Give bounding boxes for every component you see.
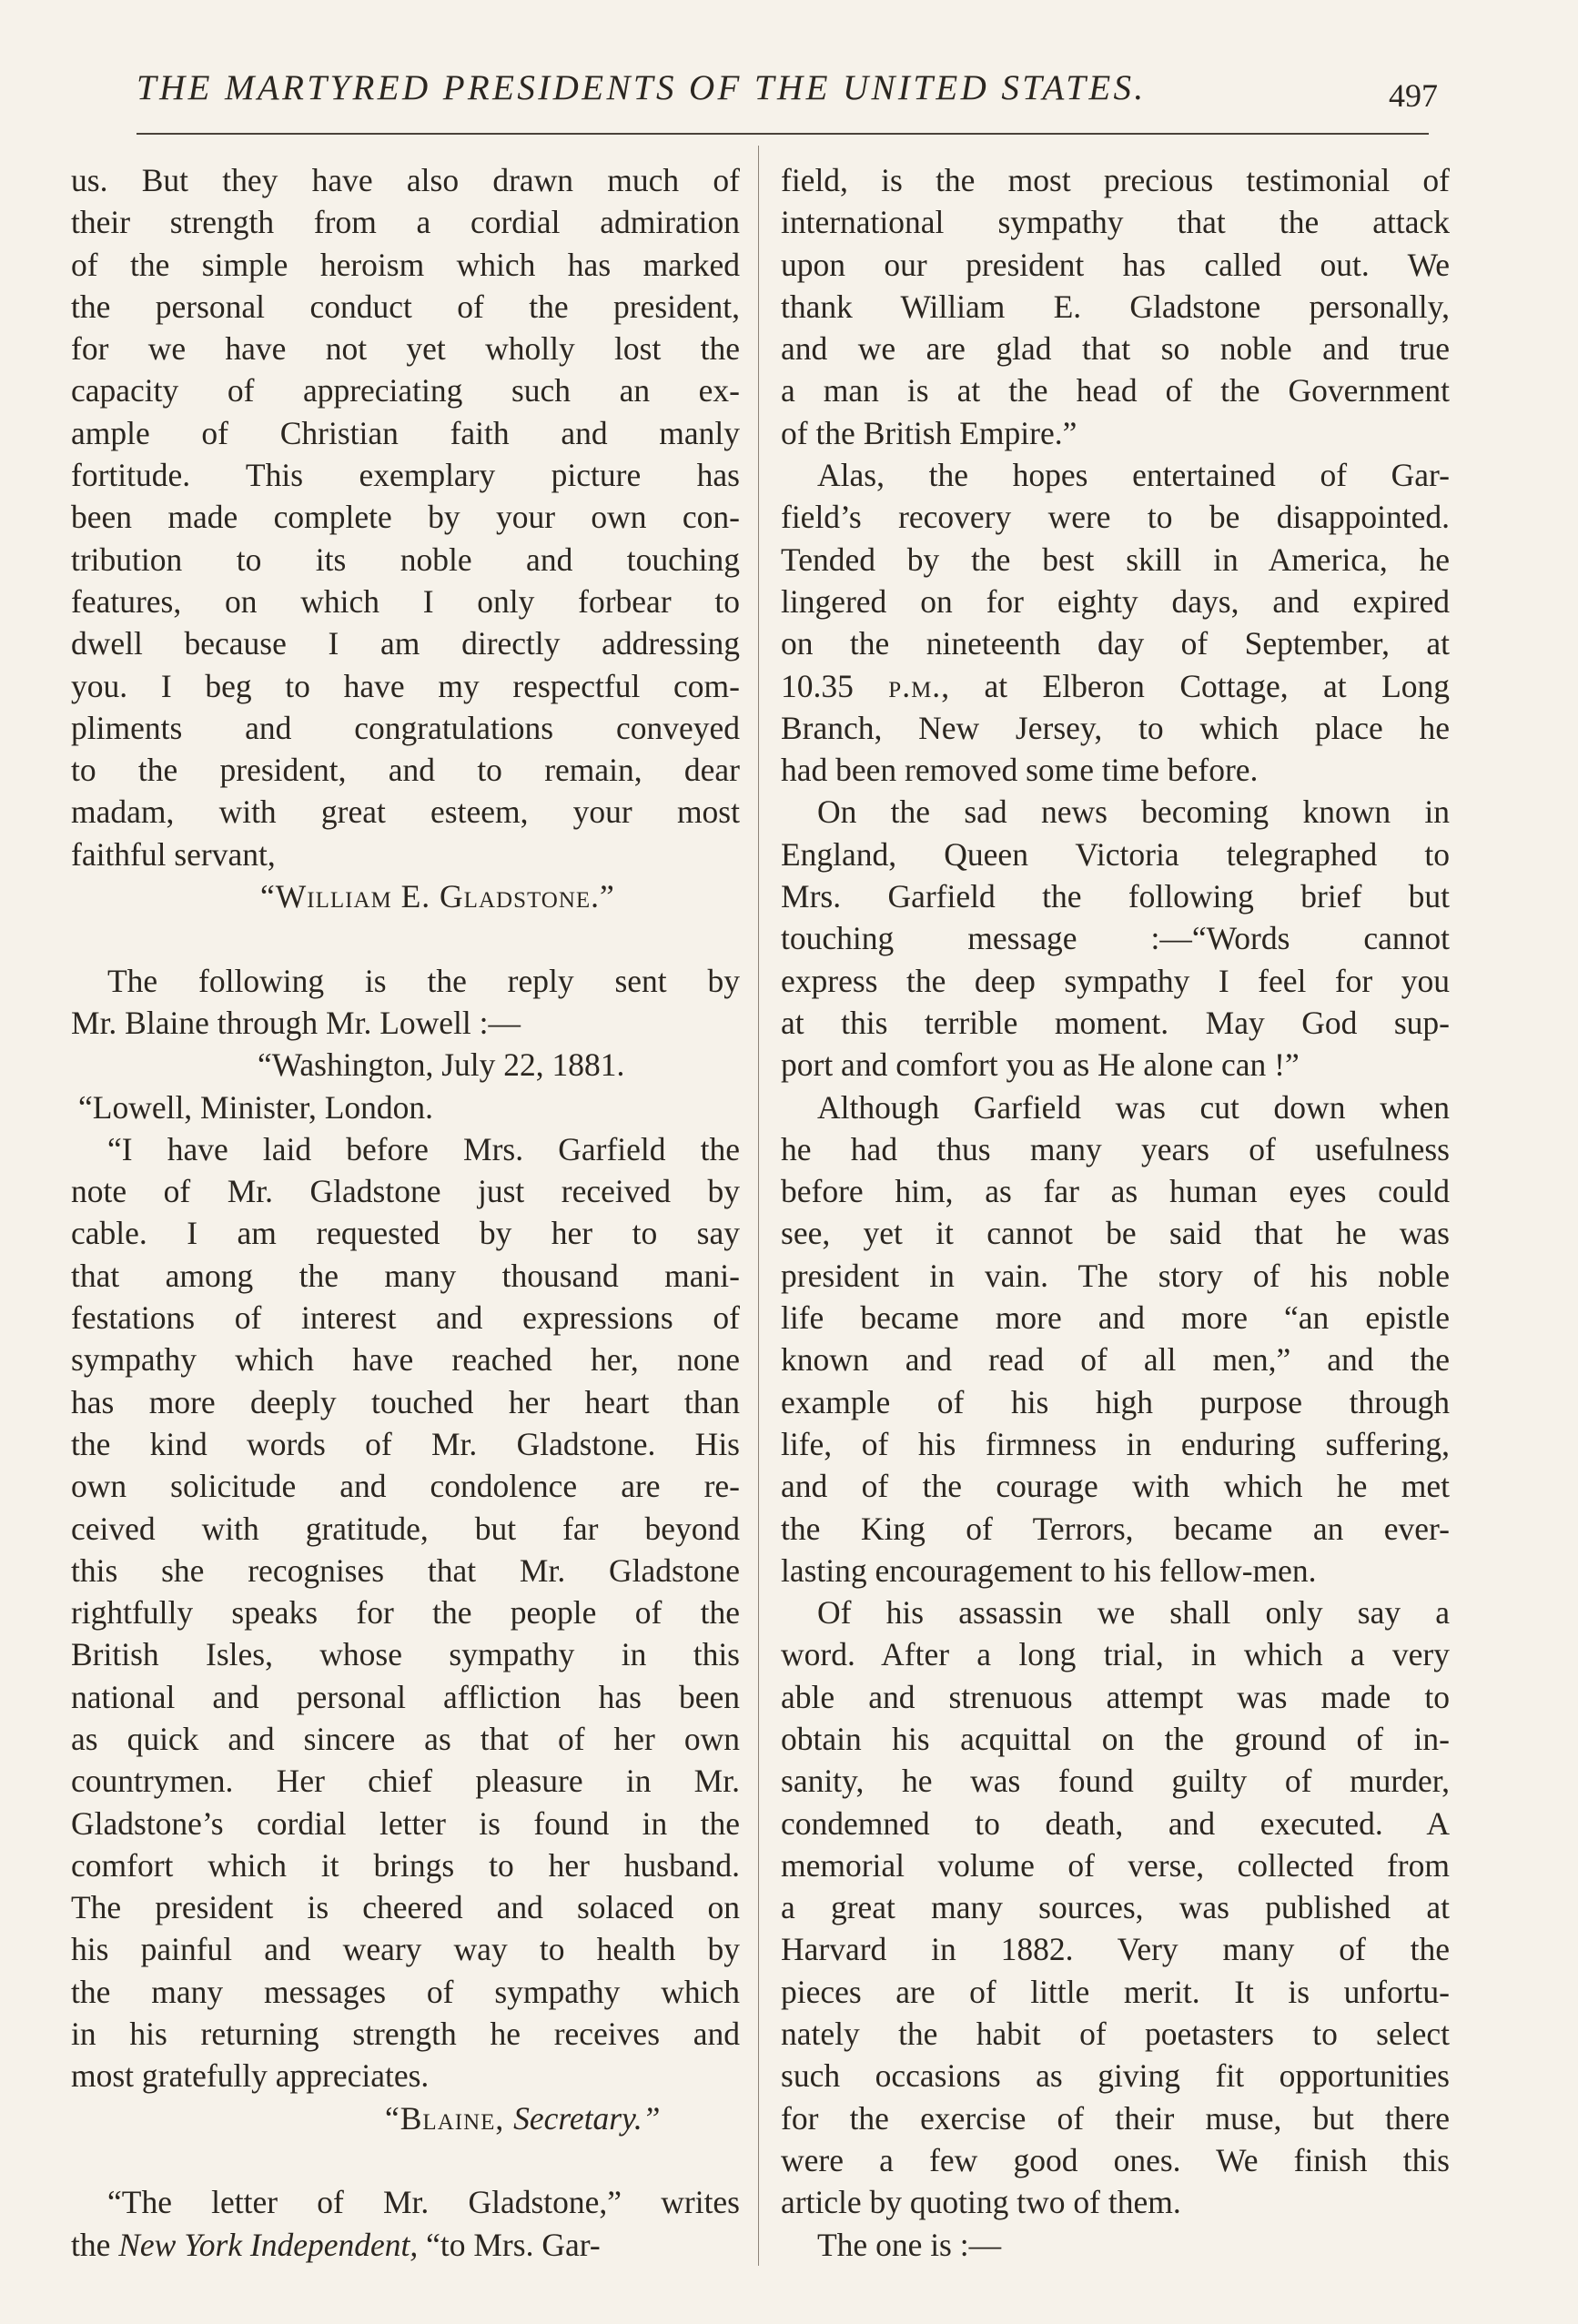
text-line: note of Mr. Gladstone just received by bbox=[71, 1173, 740, 1210]
text-line bbox=[71, 2224, 740, 2266]
text-line: British Isles, whose sympathy in this bbox=[71, 1636, 740, 1673]
text-line: most gratefully appreciates. bbox=[71, 2057, 430, 2095]
text-line: for we have not yet wholly lost the bbox=[71, 330, 740, 368]
text-line: obtain his acquittal on the ground of in- bbox=[781, 1720, 1450, 1757]
text-line: rightfully speaks for the people of the bbox=[71, 1594, 740, 1632]
text-line: ceived with gratitude, but far beyond bbox=[71, 1510, 740, 1547]
text-line: comfort which it brings to her husband. bbox=[71, 1846, 740, 1884]
blank-line bbox=[71, 917, 740, 959]
text-line: at this terrible moment. May God sup- bbox=[781, 1004, 1450, 1041]
text-fragment: , at Elberon Cottage, at Long bbox=[941, 667, 1451, 704]
text-line: see, yet it cannot be said that he was bbox=[781, 1215, 1450, 1252]
text-line: ample of Christian faith and manly bbox=[71, 414, 740, 451]
text-fragment: “to Mrs. Gar- bbox=[418, 2226, 601, 2263]
text-line: national and personal affliction has been bbox=[71, 1678, 740, 1715]
text-line: been made complete by your own con- bbox=[71, 499, 740, 536]
text-line: such occasions as giving fit opportunities bbox=[781, 2057, 1450, 2095]
text-line: express the deep sympathy I feel for you bbox=[781, 962, 1450, 999]
text-fragment: the bbox=[71, 2226, 119, 2263]
text-line: president in vain. The story of his noble bbox=[781, 1257, 1450, 1294]
text-line: faithful servant, bbox=[71, 835, 276, 873]
text-line: this she recognises that Mr. Gladstone bbox=[71, 1551, 740, 1589]
signature-name: “Blaine, bbox=[385, 2099, 514, 2137]
text-line: us. But they have also drawn much of bbox=[71, 162, 740, 198]
text-line: thank William E. Gladstone personally, bbox=[781, 288, 1450, 325]
text-line: the King of Terrors, became an ever- bbox=[781, 1510, 1450, 1547]
text-line: madam, with great esteem, your most bbox=[71, 793, 740, 831]
text-line: the kind words of Mr. Gladstone. His bbox=[71, 1425, 740, 1462]
text-line: Mrs. Garfield the following brief but bbox=[781, 878, 1450, 915]
letter-addressee: “Lowell, Minister, London. bbox=[78, 1088, 433, 1126]
text-line: Branch, New Jersey, to which place he bbox=[781, 709, 1450, 746]
column-divider bbox=[758, 146, 759, 2266]
text-line: port and comfort you as He alone can !” bbox=[781, 1046, 1300, 1084]
text-line: pliments and congratulations conveyed bbox=[71, 709, 740, 746]
text-line: of the British Empire.” bbox=[781, 414, 1077, 451]
text-line: The one is :— bbox=[817, 2226, 1002, 2263]
text-line: England, Queen Victoria telegraphed to bbox=[781, 835, 1450, 873]
blank-line bbox=[71, 2139, 740, 2181]
text-line: lasting encouragement to his fellow-men. bbox=[781, 1551, 1317, 1589]
letter-dateline: “Washington, July 22, 1881. bbox=[258, 1046, 625, 1084]
text-line: Tended by the best skill in America, he bbox=[781, 541, 1450, 578]
text-line: sanity, he was found guilty of murder, bbox=[781, 1763, 1450, 1800]
text-line: able and strenuous attempt was made to bbox=[781, 1678, 1450, 1715]
page-number: 497 bbox=[1389, 77, 1438, 114]
text-line: of the simple heroism which has marked bbox=[71, 246, 740, 283]
time-suffix: p.m. bbox=[888, 667, 942, 704]
text-line: lingered on for eighty days, and expired bbox=[781, 582, 1450, 620]
text-line: features, on which I only forbear to bbox=[71, 582, 740, 620]
text-line: article by quoting two of them. bbox=[781, 2184, 1181, 2221]
text-line: Of his assassin we shall only say a bbox=[817, 1594, 1450, 1632]
text-line: to the president, and to remain, dear bbox=[71, 752, 740, 789]
text-line: field, is the most precious testimonial of bbox=[781, 162, 1450, 198]
running-head: THE MARTYRED PRESIDENTS OF THE UNITED STATES. bbox=[137, 68, 1147, 107]
text-line: his painful and weary way to health by bbox=[71, 1931, 740, 1968]
text-line: pieces are of little merit. It is unfortu- bbox=[781, 1973, 1450, 2010]
text-line: sympathy which have reached her, none bbox=[71, 1341, 740, 1379]
text-line: their strength from a cordial admiration bbox=[71, 204, 740, 241]
text-line: were a few good ones. We finish this bbox=[781, 2141, 1450, 2178]
text-line: On the sad news becoming known in bbox=[817, 793, 1450, 831]
text-line: on the nineteenth day of September, at bbox=[781, 625, 1450, 662]
text-line: tribution to its noble and touching bbox=[71, 541, 740, 578]
text-line: Alas, the hopes entertained of Gar- bbox=[817, 457, 1450, 494]
text-line: that among the many thousand mani- bbox=[71, 1257, 740, 1294]
text-line bbox=[781, 665, 1450, 707]
text-line: you. I beg to have my respectful com- bbox=[71, 667, 740, 704]
text-line: condemned to death, and executed. A bbox=[781, 1804, 1450, 1842]
text-line: dwell because I am directly addressing bbox=[71, 625, 740, 662]
text-line: upon our president has called out. We bbox=[781, 246, 1450, 283]
text-line: in his returning strength he receives and bbox=[71, 2016, 740, 2053]
text-line: own solicitude and condolence are re- bbox=[71, 1468, 740, 1505]
text-line: touching message :—“Words cannot bbox=[781, 920, 1450, 957]
text-line: international sympathy that the attack bbox=[781, 204, 1450, 241]
text-line: example of his high purpose through bbox=[781, 1383, 1450, 1420]
text-line: has more deeply touched her heart than bbox=[71, 1383, 740, 1420]
text-line: Harvard in 1882. Very many of the bbox=[781, 1931, 1450, 1968]
text-line: memorial volume of verse, collected from bbox=[781, 1846, 1450, 1884]
gladstone-signature: “William E. Gladstone.” bbox=[260, 878, 615, 915]
text-line: The following is the reply sent by bbox=[107, 962, 740, 999]
text-line: nately the habit of poetasters to select bbox=[781, 2016, 1450, 2053]
time-value: 10.35 bbox=[781, 667, 889, 704]
text-line: fortitude. This exemplary picture has bbox=[71, 457, 740, 494]
text-line: a man is at the head of the Government bbox=[781, 372, 1450, 409]
text-line: field’s recovery were to be disappointed. bbox=[781, 499, 1450, 536]
blaine-signature bbox=[71, 2097, 740, 2139]
text-line: life, of his firmness in enduring suffering, bbox=[781, 1425, 1450, 1462]
text-line: “I have laid before Mrs. Garfield the bbox=[107, 1130, 740, 1167]
left-column bbox=[71, 159, 740, 2266]
text-line: a great many sources, was published at bbox=[781, 1889, 1450, 1926]
text-line: festations of interest and expressions of bbox=[71, 1299, 740, 1337]
text-line: had been removed some time before. bbox=[781, 752, 1259, 789]
text-line: word. After a long trial, in which a very bbox=[781, 1636, 1450, 1673]
text-line: Gladstone’s cordial letter is found in the bbox=[71, 1804, 740, 1842]
signature-title: Secretary.” bbox=[513, 2099, 661, 2137]
newspaper-title: New York Independent, bbox=[118, 2226, 419, 2263]
text-line: Although Garfield was cut down when bbox=[817, 1088, 1450, 1126]
right-column bbox=[781, 159, 1450, 2266]
page-header bbox=[137, 60, 1438, 124]
text-line: and we are glad that so noble and true bbox=[781, 330, 1450, 368]
text-line: countrymen. Her chief pleasure in Mr. bbox=[71, 1763, 740, 1800]
text-line: as quick and sincere as that of her own bbox=[71, 1720, 740, 1757]
text-line: life became more and more “an epistle bbox=[781, 1299, 1450, 1337]
header-rule bbox=[137, 133, 1429, 135]
text-line: before him, as far as human eyes could bbox=[781, 1173, 1450, 1210]
text-line: “The letter of Mr. Gladstone,” writes bbox=[107, 2184, 740, 2221]
text-line: the personal conduct of the president, bbox=[71, 288, 740, 325]
text-line: capacity of appreciating such an ex- bbox=[71, 372, 740, 409]
text-line: Mr. Blaine through Mr. Lowell :— bbox=[71, 1004, 521, 1041]
text-line: The president is cheered and solaced on bbox=[71, 1889, 740, 1926]
text-line: the many messages of sympathy which bbox=[71, 1973, 740, 2010]
text-line: and of the courage with which he met bbox=[781, 1468, 1450, 1505]
text-line: cable. I am requested by her to say bbox=[71, 1215, 740, 1252]
text-line: known and read of all men,” and the bbox=[781, 1341, 1450, 1379]
text-line: for the exercise of their muse, but there bbox=[781, 2099, 1450, 2137]
text-line: he had thus many years of usefulness bbox=[781, 1130, 1450, 1167]
